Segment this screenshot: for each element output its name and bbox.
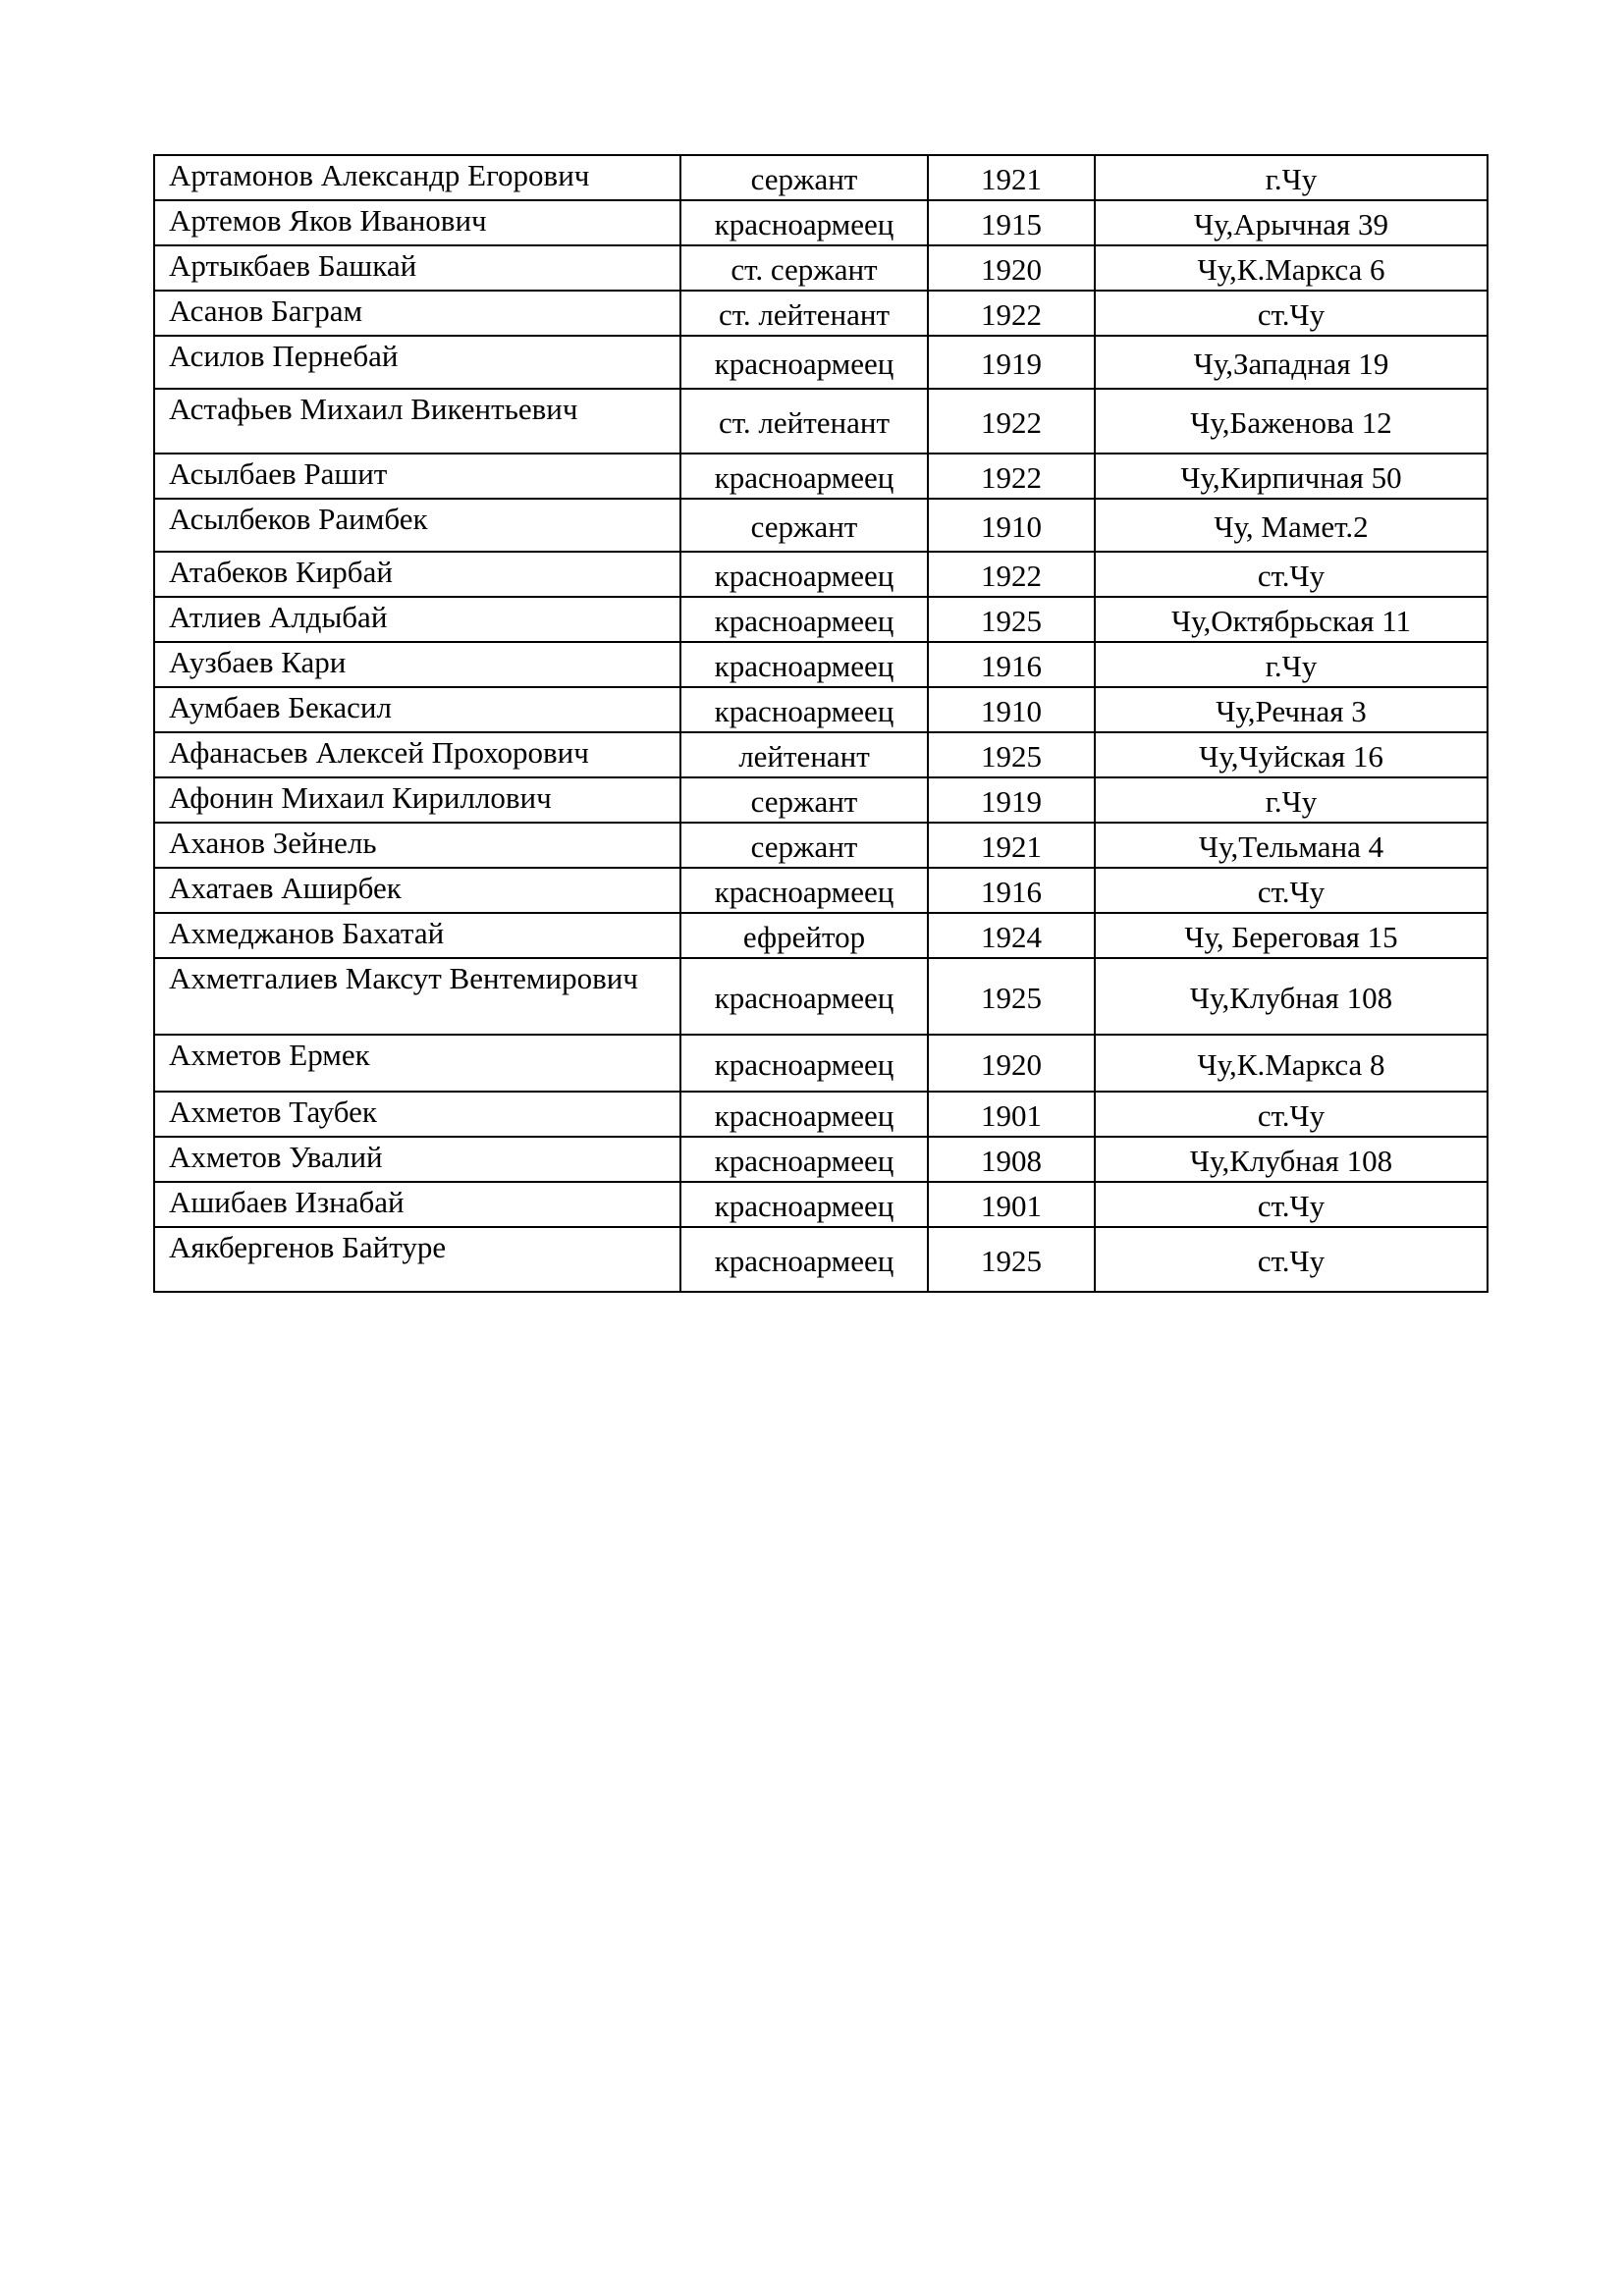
address-cell: Чу,Арычная 39 — [1095, 200, 1488, 245]
name-cell: Астафьев Михаил Викентьевич — [154, 389, 680, 454]
birth-year-cell: 1916 — [928, 868, 1095, 913]
table-row — [154, 732, 1488, 777]
table-row — [154, 1137, 1488, 1182]
name-cell: Аумбаев Бекасил — [154, 687, 680, 732]
rank-cell: красноармеец — [680, 642, 928, 687]
rank-cell: сержант — [680, 155, 928, 200]
table-row — [154, 1182, 1488, 1227]
address-cell: Чу,Речная 3 — [1095, 687, 1488, 732]
rank-cell: сержант — [680, 777, 928, 823]
table-row — [154, 868, 1488, 913]
table-row — [154, 777, 1488, 823]
address-cell: ст.Чу — [1095, 1182, 1488, 1227]
roster-table — [153, 154, 1489, 1293]
rank-cell: красноармеец — [680, 336, 928, 389]
address-cell: Чу, Береговая 15 — [1095, 913, 1488, 958]
birth-year-cell: 1922 — [928, 291, 1095, 336]
table-row — [154, 389, 1488, 454]
table-row — [154, 291, 1488, 336]
rank-cell: ефрейтор — [680, 913, 928, 958]
birth-year-cell: 1925 — [928, 597, 1095, 642]
rank-cell: красноармеец — [680, 1092, 928, 1137]
address-cell: ст.Чу — [1095, 868, 1488, 913]
birth-year-cell: 1920 — [928, 1035, 1095, 1092]
address-cell: ст.Чу — [1095, 552, 1488, 597]
address-cell: г.Чу — [1095, 777, 1488, 823]
address-cell: г.Чу — [1095, 642, 1488, 687]
rank-cell: красноармеец — [680, 454, 928, 499]
birth-year-cell: 1901 — [928, 1182, 1095, 1227]
name-cell: Ахмеджанов Бахатай — [154, 913, 680, 958]
name-cell: Ахатаев Аширбек — [154, 868, 680, 913]
address-cell: Чу,Чуйская 16 — [1095, 732, 1488, 777]
name-cell: Аузбаев Кари — [154, 642, 680, 687]
birth-year-cell: 1901 — [928, 1092, 1095, 1137]
rank-cell: красноармеец — [680, 597, 928, 642]
name-cell: Артемов Яков Иванович — [154, 200, 680, 245]
address-cell: Чу,Клубная 108 — [1095, 958, 1488, 1035]
birth-year-cell: 1919 — [928, 777, 1095, 823]
address-cell: Чу,К.Маркса 6 — [1095, 245, 1488, 291]
name-cell: Асылбеков Раимбек — [154, 499, 680, 552]
birth-year-cell: 1924 — [928, 913, 1095, 958]
rank-cell: красноармеец — [680, 552, 928, 597]
table-row — [154, 200, 1488, 245]
rank-cell: красноармеец — [680, 1137, 928, 1182]
birth-year-cell: 1919 — [928, 336, 1095, 389]
rank-cell: сержант — [680, 823, 928, 868]
rank-cell: красноармеец — [680, 687, 928, 732]
rank-cell: ст. лейтенант — [680, 389, 928, 454]
table-row — [154, 597, 1488, 642]
table-row — [154, 155, 1488, 200]
table-row — [154, 687, 1488, 732]
address-cell: Чу,К.Маркса 8 — [1095, 1035, 1488, 1092]
name-cell: Атлиев Алдыбай — [154, 597, 680, 642]
birth-year-cell: 1920 — [928, 245, 1095, 291]
address-cell: Чу,Клубная 108 — [1095, 1137, 1488, 1182]
name-cell: Аханов Зейнель — [154, 823, 680, 868]
rank-cell: красноармеец — [680, 1182, 928, 1227]
birth-year-cell: 1910 — [928, 687, 1095, 732]
name-cell: Афанасьев Алексей Прохорович — [154, 732, 680, 777]
name-cell: Ахметов Ермек — [154, 1035, 680, 1092]
rank-cell: ст. сержант — [680, 245, 928, 291]
table-row — [154, 336, 1488, 389]
table-row — [154, 1035, 1488, 1092]
name-cell: Асылбаев Рашит — [154, 454, 680, 499]
address-cell: Чу,Октябрьская 11 — [1095, 597, 1488, 642]
birth-year-cell: 1916 — [928, 642, 1095, 687]
name-cell: Асилов Пернебай — [154, 336, 680, 389]
name-cell: Афонин Михаил Кириллович — [154, 777, 680, 823]
address-cell: Чу,Баженова 12 — [1095, 389, 1488, 454]
rank-cell: ст. лейтенант — [680, 291, 928, 336]
table-row — [154, 823, 1488, 868]
name-cell: Артыкбаев Башкай — [154, 245, 680, 291]
name-cell: Ахметгалиев Максут Вентемирович — [154, 958, 680, 1035]
birth-year-cell: 1925 — [928, 1227, 1095, 1292]
name-cell: Атабеков Кирбай — [154, 552, 680, 597]
address-cell: г.Чу — [1095, 155, 1488, 200]
birth-year-cell: 1910 — [928, 499, 1095, 552]
rank-cell: красноармеец — [680, 1227, 928, 1292]
table-row — [154, 245, 1488, 291]
name-cell: Асанов Баграм — [154, 291, 680, 336]
address-cell: Чу,Западная 19 — [1095, 336, 1488, 389]
table-row — [154, 1092, 1488, 1137]
birth-year-cell: 1925 — [928, 958, 1095, 1035]
name-cell: Ахметов Увалий — [154, 1137, 680, 1182]
rank-cell: красноармеец — [680, 868, 928, 913]
birth-year-cell: 1922 — [928, 454, 1095, 499]
address-cell: Чу, Мамет.2 — [1095, 499, 1488, 552]
table-row — [154, 552, 1488, 597]
birth-year-cell: 1922 — [928, 389, 1095, 454]
table-row — [154, 958, 1488, 1035]
name-cell: Ахметов Таубек — [154, 1092, 680, 1137]
birth-year-cell: 1925 — [928, 732, 1095, 777]
address-cell: ст.Чу — [1095, 1092, 1488, 1137]
name-cell: Артамонов Александр Егорович — [154, 155, 680, 200]
address-cell: ст.Чу — [1095, 1227, 1488, 1292]
rank-cell: красноармеец — [680, 200, 928, 245]
table-row — [154, 1227, 1488, 1292]
rank-cell: красноармеец — [680, 958, 928, 1035]
birth-year-cell: 1921 — [928, 155, 1095, 200]
name-cell: Ашибаев Изнабай — [154, 1182, 680, 1227]
rank-cell: сержант — [680, 499, 928, 552]
address-cell: Чу,Кирпичная 50 — [1095, 454, 1488, 499]
birth-year-cell: 1922 — [928, 552, 1095, 597]
birth-year-cell: 1921 — [928, 823, 1095, 868]
table-row — [154, 499, 1488, 552]
name-cell: Аякбергенов Байтуре — [154, 1227, 680, 1292]
table-row — [154, 642, 1488, 687]
table-row — [154, 454, 1488, 499]
table-row — [154, 913, 1488, 958]
address-cell: ст.Чу — [1095, 291, 1488, 336]
rank-cell: красноармеец — [680, 1035, 928, 1092]
birth-year-cell: 1915 — [928, 200, 1095, 245]
birth-year-cell: 1908 — [928, 1137, 1095, 1182]
address-cell: Чу,Тельмана 4 — [1095, 823, 1488, 868]
roster-table-body — [154, 155, 1488, 1292]
rank-cell: лейтенант — [680, 732, 928, 777]
